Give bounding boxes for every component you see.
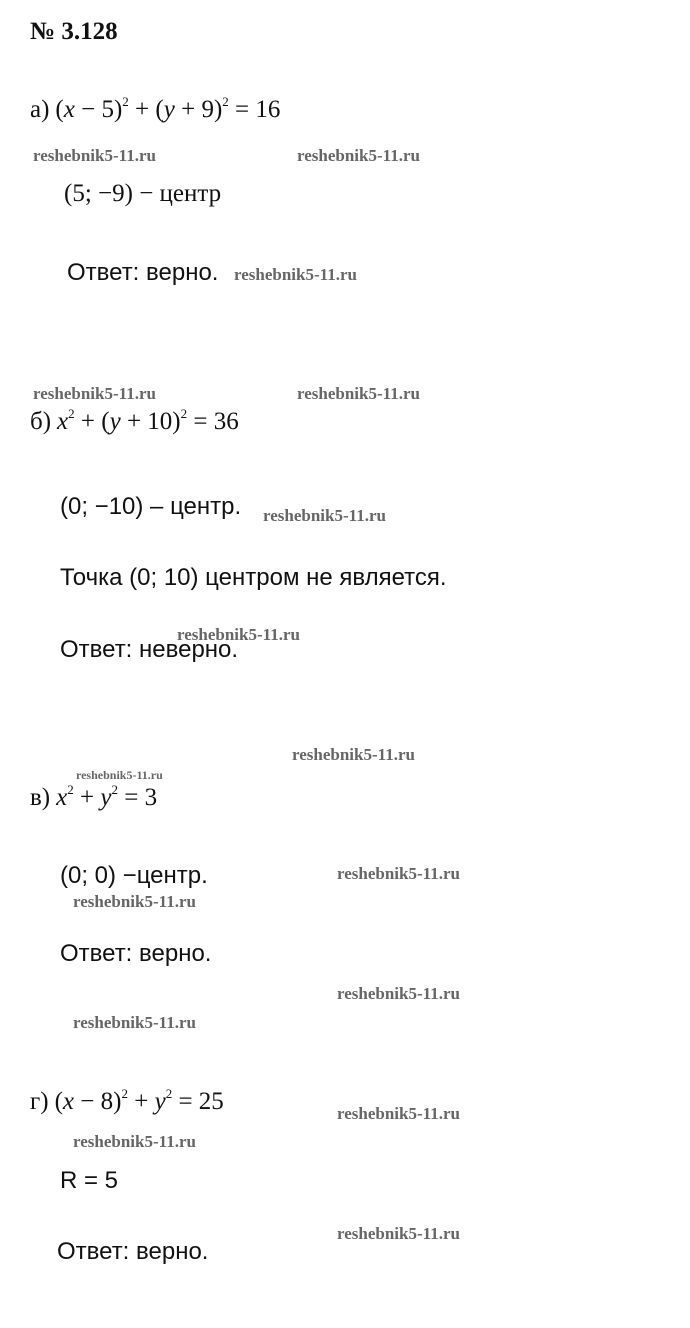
part-b-answer: Ответ: неверно.	[60, 636, 239, 663]
watermark: reshebnik5-11.ru	[337, 864, 460, 883]
part-a-answer: Ответ: верно.	[67, 259, 219, 286]
watermark: reshebnik5-11.ru	[297, 384, 420, 403]
watermark: reshebnik5-11.ru	[73, 1132, 196, 1151]
part-b-center: (0; −10) – центр.	[60, 493, 242, 520]
watermark: reshebnik5-11.ru	[263, 506, 386, 525]
watermark: reshebnik5-11.ru	[337, 1104, 460, 1123]
part-v-center: (0; 0) −центр.	[60, 862, 208, 889]
watermark: reshebnik5-11.ru	[292, 745, 415, 764]
watermark: reshebnik5-11.ru	[297, 146, 420, 165]
part-a-center-expr: (5; −9)	[64, 180, 133, 207]
part-b-equation: б) $x^2 + (y + 10)^2 = 36$	[30, 406, 239, 435]
watermark: reshebnik5-11.ru	[177, 625, 300, 644]
part-b-label: б)	[30, 408, 52, 435]
part-b-point: Точка (0; 10) центром не является.	[60, 564, 447, 591]
problem-number: № 3.128	[30, 18, 118, 45]
part-a-center	[64, 180, 221, 208]
part-g-equation: г) $(x - 8)^2 + y^2 = 25$	[30, 1086, 224, 1115]
part-a-center-word: − центр	[132, 180, 222, 207]
watermark: reshebnik5-11.ru	[73, 892, 196, 911]
part-g-answer: Ответ: верно.	[57, 1238, 209, 1265]
part-v-equation: в) $x^2 + y^2 = 3$	[30, 782, 158, 811]
part-a-label: а)	[30, 96, 50, 123]
watermark: reshebnik5-11.ru	[76, 768, 163, 782]
watermark: reshebnik5-11.ru	[234, 265, 357, 284]
part-v-answer: Ответ: верно.	[60, 940, 212, 967]
part-v-label: в)	[30, 784, 51, 811]
watermark: reshebnik5-11.ru	[73, 1013, 196, 1032]
part-a-equation: а) $(x - 5)^2 + (y + 9)^2 = 16$	[30, 94, 281, 123]
watermark: reshebnik5-11.ru	[337, 1224, 460, 1243]
watermark: reshebnik5-11.ru	[33, 146, 156, 165]
watermark: reshebnik5-11.ru	[337, 984, 460, 1003]
watermark: reshebnik5-11.ru	[33, 384, 156, 403]
part-g-radius: R = 5	[60, 1167, 119, 1194]
part-g-label: г)	[30, 1088, 49, 1115]
